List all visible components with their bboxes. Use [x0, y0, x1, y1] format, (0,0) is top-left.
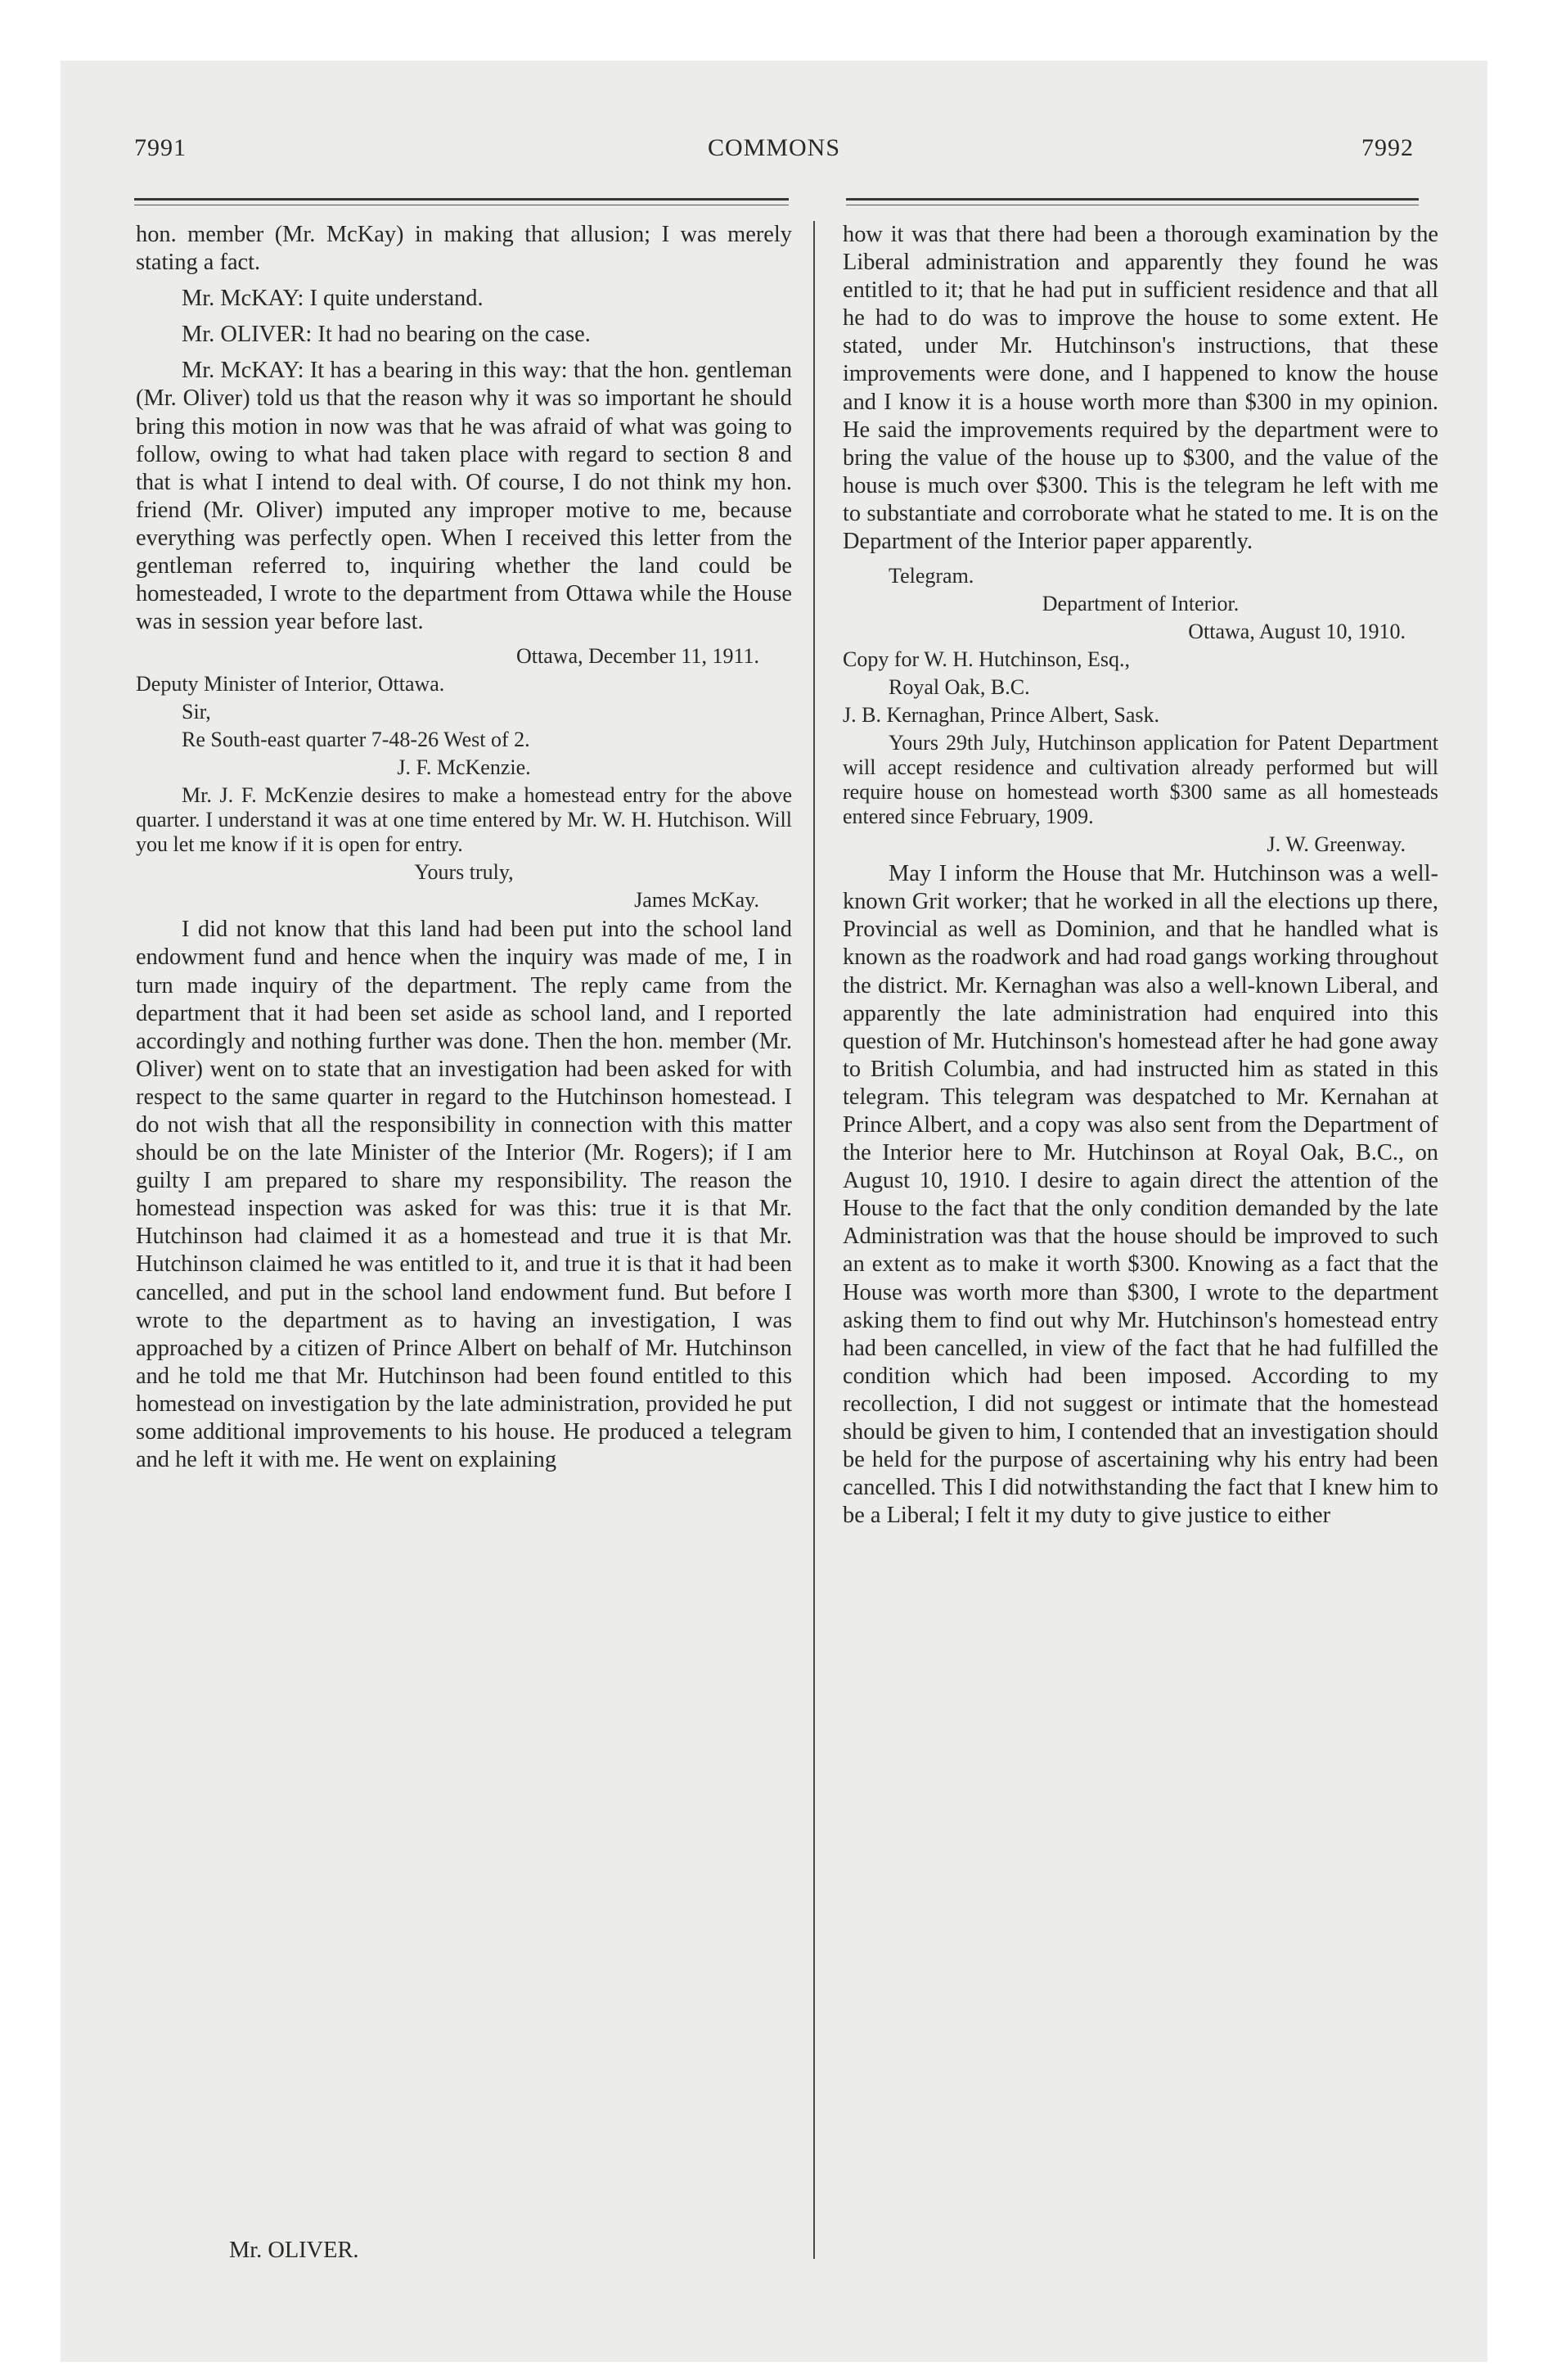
telegram-copy-line: Copy for W. H. Hutchinson, Esq., [843, 647, 1130, 672]
right-page-number: 7992 [1361, 134, 1414, 161]
header-rule-left [134, 198, 789, 201]
running-title: COMMONS [707, 134, 841, 161]
paragraph: Mr. McKAY: It has a bearing in this way: that the hon. gentleman (Mr. Oliver) told us that the reason why it was so important he should bring this motion in now was that he was afraid of what was going to follow, owing to what had taken place with regard to section 8 and that is what I intend to deal with. Of course, I do not think my hon. friend (Mr. Oliver) imputed any improper motive to me, because everything was perfectly open. When I received this letter from the gentleman referred to, inquiring whether the land could be homesteaded, I wrote to the department from Ottawa while the House was in session year before last. [136, 358, 792, 635]
telegram-body: Yours 29th July, Hutchinson application for Patent Department will accept residence and cultivation already performed but will require house on homestead worth $300 same as all homesteads entered since February, 1909. [843, 731, 1438, 829]
telegram-signature: J. W. Greenway. [1267, 832, 1406, 857]
letter-subject: Re South-east quarter 7-48-26 West of 2. [182, 728, 530, 752]
telegram-recipient: J. B. Kernaghan, Prince Albert, Sask. [843, 703, 1160, 728]
letter-salutation: Sir, [182, 700, 211, 724]
left-page-number: 7991 [134, 134, 187, 161]
letter-addressee: Deputy Minister of Interior, Ottawa. [136, 672, 445, 696]
right-column [843, 221, 1438, 1538]
paragraph: I did not know that this land had been put into the school land endowment fund and hence when the inquiry was made of me, I in turn made inquiry of the department. The reply came from the department that it had been set aside as school land, and I reported accordingly and nothing further was done. Then the hon. member (Mr. Oliver) went on to state that an investigation had been asked for with respect to the same quarter in regard to the Hutchinson homestead. I do not wish that all the responsibility in connection with this matter should be on the late Minister of the Interior (Mr. Rogers); if I am guilty I am prepared to share my responsibility. The reason the homestead inspection was asked for was this: true it is that Mr. Hutchinson had claimed it as a homestead and true it is that Mr. Hutchinson claimed he was entitled to it, and true it is that it had been cancelled, and put in the school land endowment fund. But before I wrote to the department as to having an investigation, I was approached by a citizen of Prince Albert on behalf of Mr. Hutchinson and he told me that Mr. Hutchinson had been found entitled to this homestead on investigation by the late administration, provided he put some additional improvements to his house. He produced a telegram and he left it with me. He went on explaining [136, 917, 792, 1473]
paragraph: Mr. OLIVER: It had no bearing on the case. [182, 322, 591, 348]
page-header [134, 134, 1414, 167]
letter-dateline: Ottawa, December 11, 1911. [516, 644, 759, 669]
letter-subject-name: J. F. McKenzie. [397, 755, 531, 780]
telegram-header: Department of Interior. [1042, 592, 1240, 616]
paragraph: Mr. McKAY: I quite understand. [182, 286, 484, 312]
header-rule-right [846, 198, 1419, 201]
letter-body: Mr. J. F. McKenzie desires to make a homestead entry for the above quarter. I understand it was at one time entered by Mr. W. H. Hutchison. Will you let me know if it is open for entry. [136, 783, 792, 857]
paragraph: how it was that there had been a thorough examination by the Liberal administration and apparently they found he was entitled to it; that he had put in sufficient residence and that all he had to do was to improve the house to some extent. He stated, under Mr. Hutchinson's instructions, that these improvements were done, and I happened to know the house and I know it is a house worth more than $300 in my opinion. He said the improvements required by the department were to bring the value of the house up to $300, and the value of the house is much over $300. This is the telegram he left with me to substantiate and corroborate what he stated to me. It is on the Department of the Interior paper apparently. [843, 222, 1438, 555]
left-column [136, 221, 792, 1482]
telegram-label: Telegram. [889, 564, 974, 588]
telegram-dateline: Ottawa, August 10, 1910. [1188, 620, 1406, 644]
letter-signature: James McKay. [634, 888, 759, 913]
page-sheet [61, 61, 1487, 2362]
column-divider [813, 221, 815, 2259]
paragraph: hon. member (Mr. McKay) in making that allusion; I was merely stating a fact. [136, 222, 792, 276]
telegram-copy-address: Royal Oak, B.C. [889, 675, 1030, 700]
letter-closing: Yours truly, [414, 860, 514, 885]
paragraph: May I inform the House that Mr. Hutchinson was a well-known Grit worker; that he worked in all the elections up there, Provincial as well as Dominion, and that he handled what is known as the roadwork and had road gangs working throughout the district. Mr. Kernaghan was also a well-known Liberal, and apparently the late administration had enquired into this question of Mr. Hutchinson's homestead after he had gone away to British Columbia, and had instructed him as stated in this telegram. This telegram was despatched to Mr. Kernahan at Prince Albert, and a copy was also sent from the Department of the Interior here to Mr. Hutchinson at Royal Oak, B.C., on August 10, 1910. I desire to again direct the attention of the House to the fact that the only condition demanded by the late Administration was that the house should be improved to such an extent as to make it worth $300. Knowing as a fact that the House was worth more than $300, I wrote to the department asking them to find out why Mr. Hutchinson's homestead entry had been cancelled, in view of the fact that he had fulfilled the condition which had been imposed. According to my recollection, I did not suggest or intimate that the homestead should be given to him, I contended that an investigation should be held for the purpose of ascertaining why his entry had been cancelled. This I did notwithstanding the fact that I knew him to be a Liberal; I felt it my duty to give justice to either [843, 861, 1438, 1529]
footer-speaker: Mr. OLIVER. [229, 2238, 359, 2263]
